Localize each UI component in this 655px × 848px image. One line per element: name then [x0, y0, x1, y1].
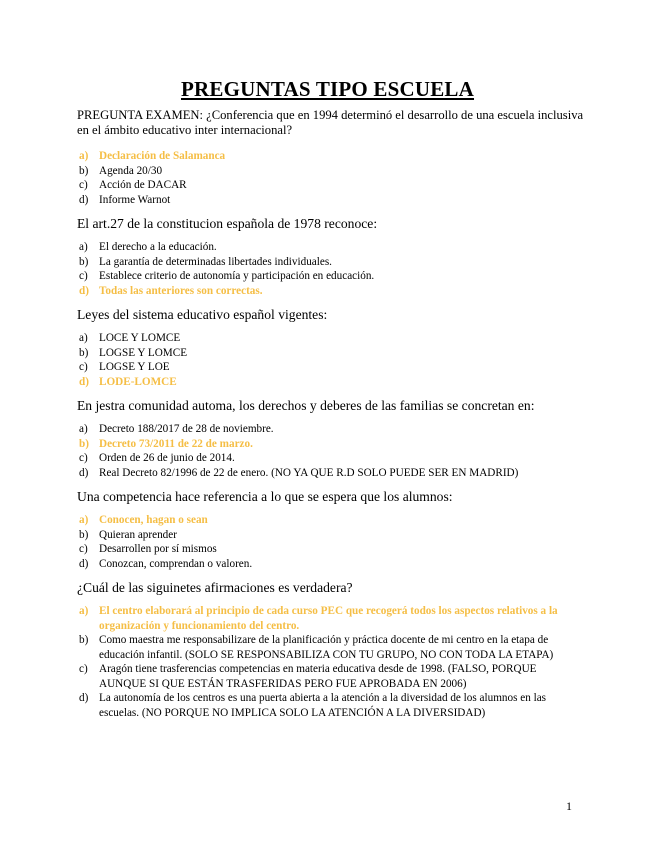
answer-option: b) Quieran aprender [79, 528, 177, 541]
answer-options [77, 331, 585, 389]
question-text: Una competencia hace referencia a lo que se espera que los alumnos: [77, 489, 453, 504]
question-list [77, 108, 585, 729]
answer-option-correct: a) Conocen, hagan o sean [79, 514, 208, 526]
answer-options [77, 422, 585, 480]
answer-option-correct: b) Decreto 73/2011 de 22 de marzo. [79, 437, 253, 450]
answer-option: b) LOGSE Y LOMCE [79, 346, 188, 359]
answer-option-correct: d) LODE-LOMCE [79, 375, 177, 388]
answer-option: d) Conozcan, comprendan o valoren. [79, 557, 253, 570]
answer-options [77, 604, 585, 720]
answer-option: c) Establece criterio de autonomía y participación en educación. [79, 270, 375, 282]
question-text: En jestra comunidad automa, los derechos y deberes de las familias se concretan en: [77, 398, 535, 413]
answer-option: d) Informe Warnot [79, 193, 171, 206]
answer-option-correct: a) Declaración de Salamanca [79, 150, 226, 162]
answer-options [77, 513, 585, 571]
question-text: PREGUNTA EXAMEN: ¿Conferencia que en 1994 determinó el desarrollo de una escuela inclusiva en el ámbito educativo inter internacional? [77, 108, 584, 137]
question-text: ¿Cuál de las siguinetes afirmaciones es verdadera? [77, 580, 353, 595]
page-title: PREGUNTAS TIPO ESCUELA [180, 77, 475, 101]
answer-option: c) Aragón tiene trasferencias competencias en materia educativa desde de 1998. (FALSO, PORQUE AUNQUE SI QUE ESTÁN TRASFERIDAS PERO FUE APROBADA EN 2006) [79, 663, 537, 690]
answer-option: c) Orden de 26 de junio de 2014. [79, 452, 235, 464]
answer-option: b) Agenda 20/30 [79, 164, 163, 177]
answer-option: a) El derecho a la educación. [79, 241, 217, 253]
answer-option: c) LOGSE Y LOE [79, 361, 170, 373]
answer-option: a) Decreto 188/2017 de 28 de noviembre. [79, 423, 274, 435]
page-number: 1 [566, 799, 572, 813]
answer-options [77, 240, 585, 298]
answer-options [77, 149, 585, 207]
answer-option: b) La garantía de determinadas libertades individuales. [79, 255, 332, 268]
answer-option-correct: d) Todas las anteriores son correctas. [79, 284, 263, 297]
question-text: El art.27 de la constitucion española de 1978 reconoce: [77, 216, 378, 231]
question-text: Leyes del sistema educativo español vigentes: [77, 307, 328, 322]
answer-option: d) Real Decreto 82/1996 de 22 de enero. (NO YA QUE R.D SOLO PUEDE SER EN MADRID) [79, 466, 519, 479]
answer-option: b) Como maestra me responsabilizare de la planificación y práctica docente de mi centro en la etapa de educación infantil. (SOLO SE RESPONSABILIZA CON TU GRUPO, NO CON TODA LA ETAPA) [79, 634, 554, 661]
answer-option: a) LOCE Y LOMCE [79, 332, 181, 344]
answer-option: d) La autonomía de los centros es una puerta abierta a la atención a la diversidad de los alumnos en las escuelas. (NO PORQUE NO IMPLICA SOLO LA ATENCIÓN A LA DIVERSIDAD) [79, 692, 547, 719]
answer-option-correct: a) El centro elaborará al principio de cada curso PEC que recogerá todos los aspectos relativos a la organización y funcionamiento del centro. [79, 605, 558, 632]
answer-option: c) Acción de DACAR [79, 179, 187, 191]
answer-option: c) Desarrollen por sí mismos [79, 543, 217, 555]
